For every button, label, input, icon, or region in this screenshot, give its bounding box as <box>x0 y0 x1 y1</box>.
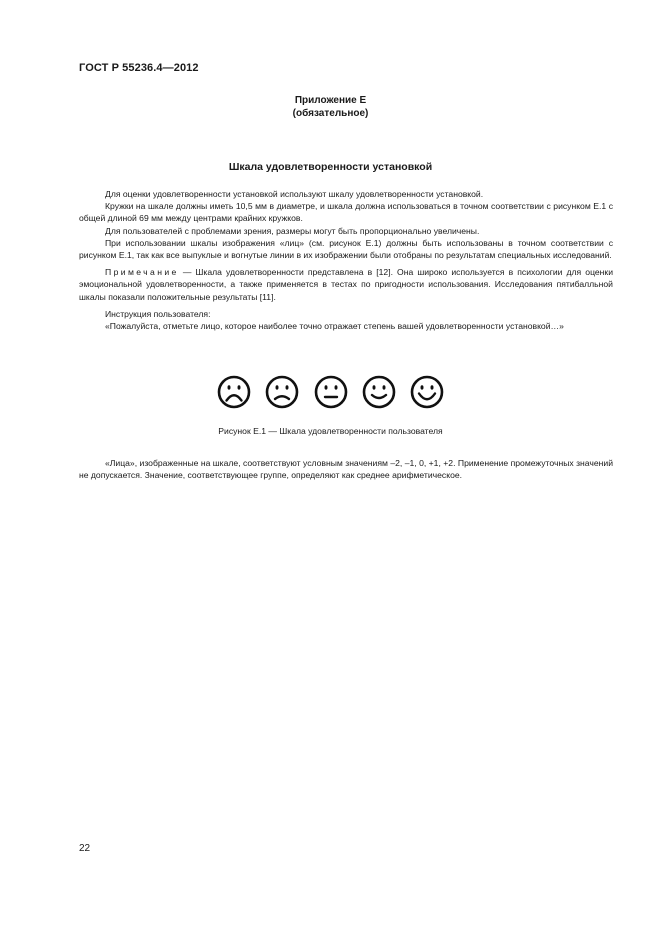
paragraph: Для оценки удовлетворенности установкой используют шкалу удовлетворенности установкой. <box>105 189 484 199</box>
neutral-face-icon <box>314 375 348 409</box>
section-title: Шкала удовлетворенности установкой <box>228 161 433 173</box>
annex-title: Приложение Е <box>294 95 367 106</box>
note-label: Примечание <box>105 267 179 278</box>
paragraph: «Лица», изображенные на шкале, соответствуют условным значениям –2, –1, 0, +1, +2. Применение промежуточных значений не допускается. Значение, соответствующее группе, определяют как среднее арифметическое. <box>79 458 613 481</box>
intro-text <box>79 188 613 332</box>
note-text: — Шкала удовлетворенности представлена в [12]. Она широко используется в психологии для оценки эмоциональной удовлетворенности, а также применяется в тестах по пригодности использования. Исследования пятибалльной шкалы показали положительные результаты [11]. <box>79 267 613 302</box>
paragraph: Кружки на шкале должны иметь 10,5 мм в диаметре, и шкала должна использоваться в точном соответствии с рисунком Е.1 с общей длиной 69 мм между центрами крайних кружков. <box>79 201 613 224</box>
paragraph: Для пользователей с проблемами зрения, размеры могут быть пропорционально увеличены. <box>105 225 480 236</box>
note-paragraph <box>79 266 613 303</box>
annex-heading <box>0 94 661 120</box>
sad-face-icon <box>265 375 299 409</box>
standard-id: ГОСТ Р 55236.4—2012 <box>79 62 199 74</box>
instruction-label: Инструкция пользователя: <box>105 308 211 319</box>
page-number: 22 <box>79 843 91 854</box>
very-happy-face-icon <box>410 375 444 409</box>
closing-text <box>79 457 613 481</box>
very-sad-face-icon <box>217 375 251 409</box>
satisfaction-scale <box>0 375 661 413</box>
paragraph: При использовании шкалы изображения «лиц» (см. рисунок Е.1) должны быть использованы в точном соответствии с рисунком Е.1, так как все выпуклые и вогнутые линии в их изображении были отобраны по результатам специальных исследований. <box>79 237 613 261</box>
figure-caption: Рисунок Е.1 — Шкала удовлетворенности пользователя <box>218 426 443 436</box>
annex-status: (обязательное) <box>292 108 369 119</box>
happy-face-icon <box>362 375 396 409</box>
instruction-text: «Пожалуйста, отметьте лицо, которое наиболее точно отражает степень вашей удовлетворенности установкой…» <box>105 321 564 332</box>
